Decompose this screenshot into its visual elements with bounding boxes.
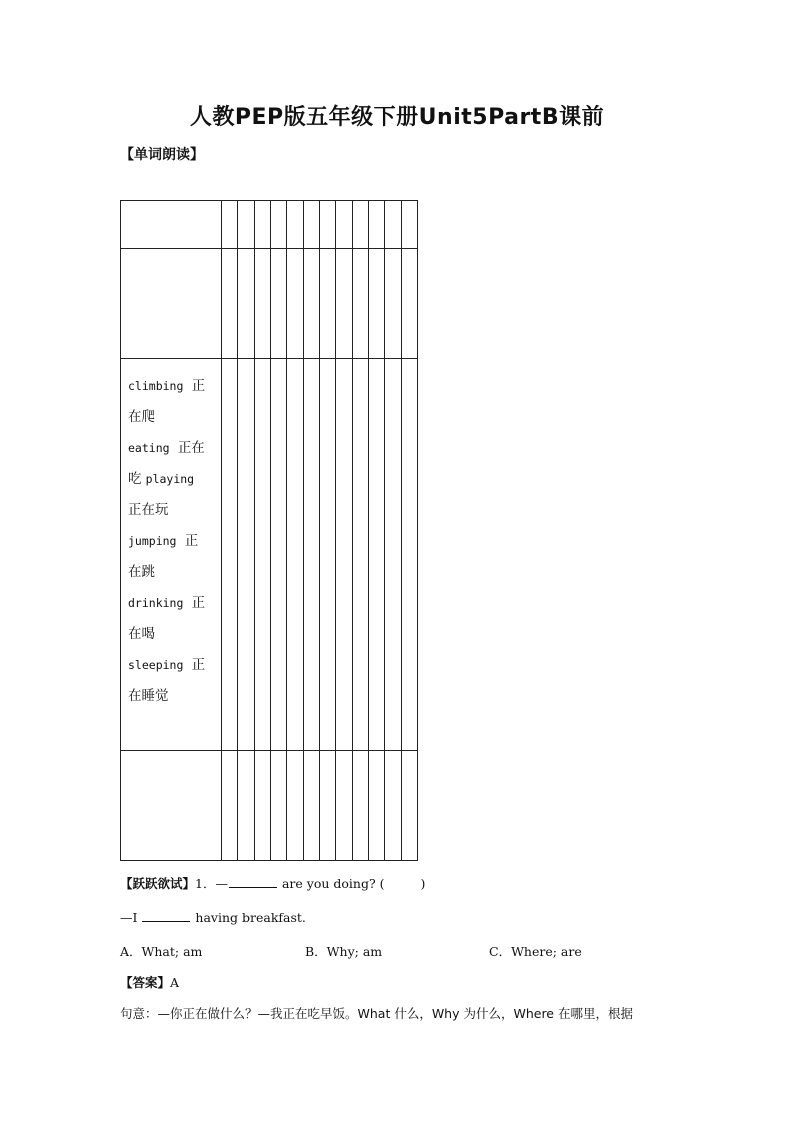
- table-row: [121, 359, 418, 751]
- option-b[interactable]: B．Why; am: [305, 944, 383, 959]
- vocab-item: jumping 正: [128, 533, 199, 549]
- answer-line: —I having breakfast.: [120, 910, 306, 925]
- vocab-table: [120, 200, 418, 861]
- vocab-item: 吃 playing: [128, 471, 195, 487]
- vocab-item: sleeping 正: [128, 657, 206, 673]
- vocab-item: eating 正在: [128, 440, 205, 456]
- table-row: [121, 751, 418, 861]
- option-c[interactable]: C．Where; are: [489, 944, 582, 959]
- page-title: 人教PEP版五年级下册Unit5PartB课前: [189, 105, 605, 130]
- explanation-text: 句意：—你正在做什么？—我正在吃早饭。What 什么，Why 为什么，Where 在哪里，根据: [120, 1006, 633, 1021]
- answer-blank-1[interactable]: [229, 877, 277, 888]
- answer-key: 【答案】A: [120, 975, 180, 990]
- vocab-item: drinking 正: [128, 595, 206, 611]
- option-a[interactable]: A．What; am: [120, 944, 203, 959]
- vocab-cell: [121, 359, 222, 751]
- table-row: [121, 201, 418, 249]
- section-word-reading: 【单词朗读】: [120, 147, 204, 163]
- question-line: 【跃跃欲试】1．— are you doing? ( ): [120, 876, 426, 891]
- vocab-item: climbing 正: [128, 378, 206, 394]
- answer-blank-2[interactable]: [142, 911, 190, 922]
- vocab-list: climbing 正 在爬 eating 正在 吃 playing 正在玩 jumping 正 在跳 drinking 正 在喝 sleeping 正 在睡觉: [121, 359, 221, 712]
- table-row: [121, 249, 418, 359]
